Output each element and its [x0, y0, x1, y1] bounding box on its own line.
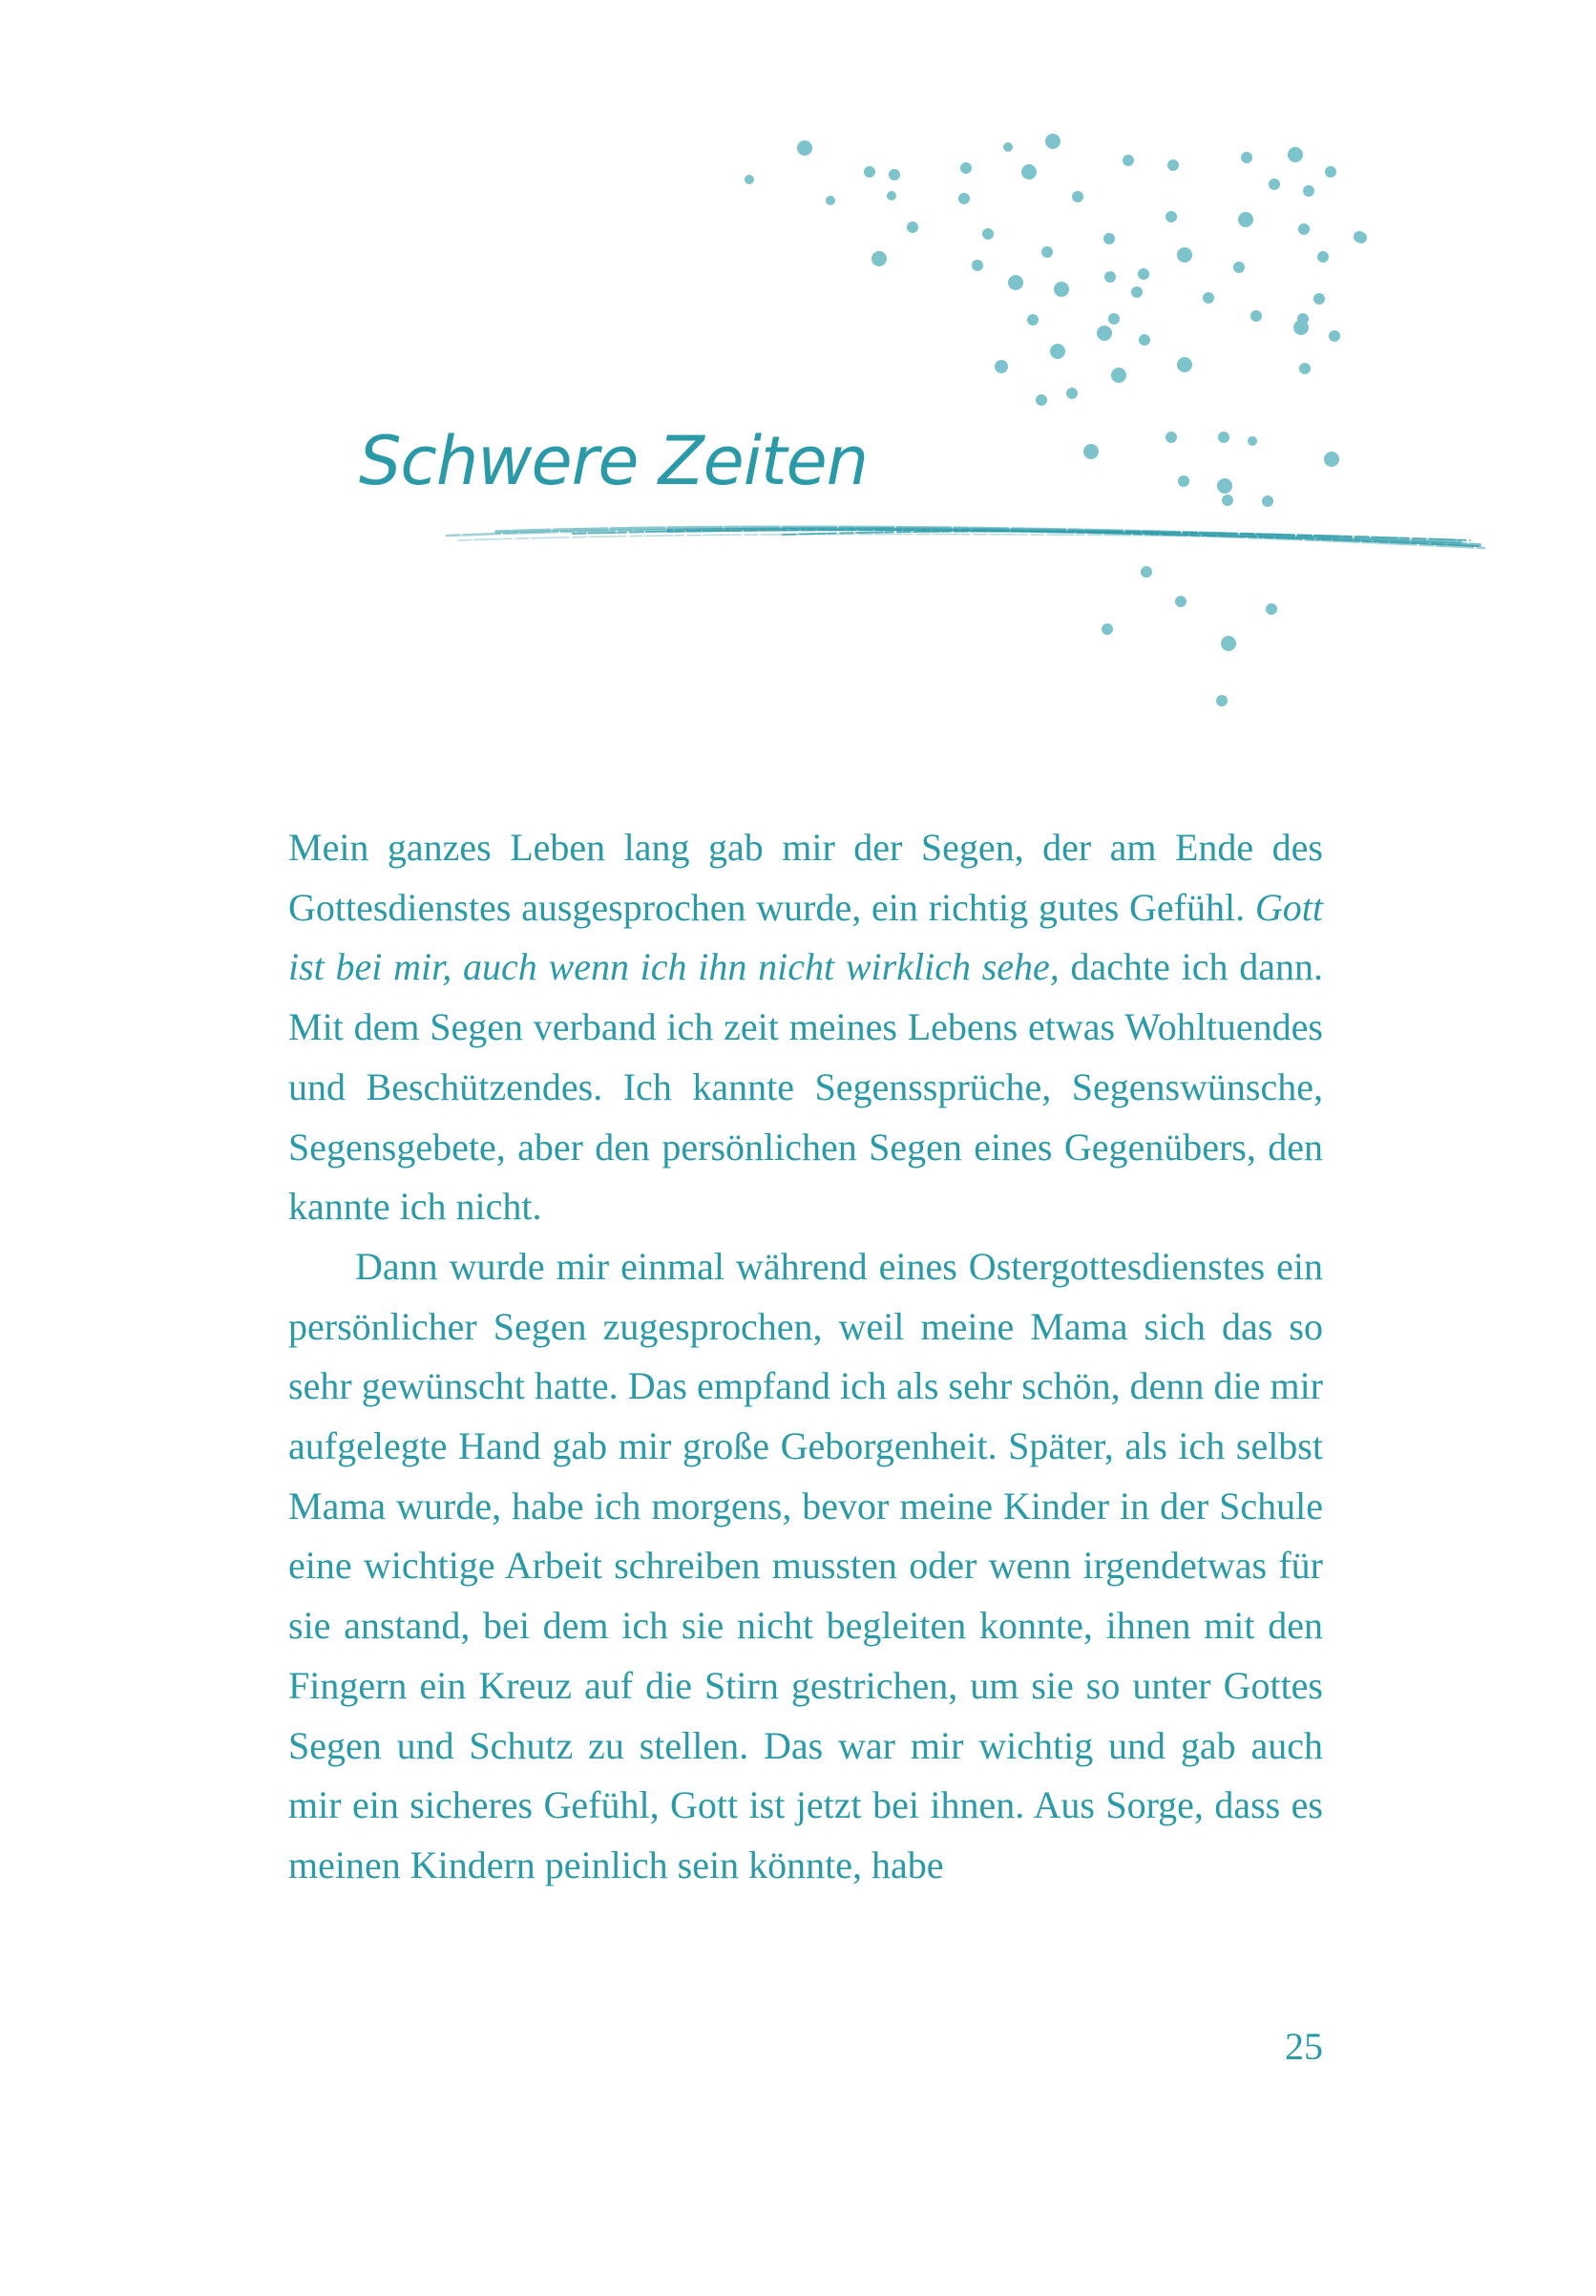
decorative-dot	[889, 169, 900, 180]
decorative-dot	[1297, 313, 1309, 325]
paragraph-1-end: dachte ich dann. Mit dem Segen verband ich zeit meines Lebens etwas Wohltuendes und Beschützendes. Ich kannte Segenssprüche, Segenswünsche, Segensgebete, aber den persönlichen Segen eines Gegenübers, den kannte ich nicht.	[288, 945, 1324, 1229]
decorative-dot	[1166, 211, 1177, 222]
decorative-dot	[972, 260, 983, 271]
decorative-dot	[1329, 330, 1340, 342]
decorative-dot	[1041, 246, 1053, 258]
dot-decoration	[0, 0, 1596, 764]
decorative-dot	[1066, 388, 1078, 399]
decorative-dot	[1216, 695, 1228, 706]
decorative-dot	[1072, 191, 1083, 202]
decorative-dot	[1177, 247, 1192, 263]
paragraph-1-italic-quote: Gott ist bei mir, auch wenn ich ihn nicht wirklich sehe,	[288, 885, 1323, 989]
decorative-dot	[1036, 394, 1047, 406]
decorative-dot	[1241, 152, 1252, 163]
decorative-dot	[887, 191, 896, 200]
dot-cluster	[745, 134, 1367, 706]
decorative-dot	[1221, 636, 1236, 651]
decorative-dot	[1266, 603, 1277, 615]
decorative-dot	[1003, 142, 1013, 152]
paragraph-1-start: Mein ganzes Leben lang gab mir der Segen, der am Ende des Gottesdienstes ausgesprochen wurde, ein richtig gutes Gefühl.	[288, 826, 1323, 929]
decorative-dot	[1250, 310, 1262, 322]
decorative-dot	[1027, 314, 1039, 326]
decorative-dot	[1045, 134, 1060, 149]
decorative-dot	[1177, 357, 1192, 372]
decorative-dot	[1218, 432, 1229, 443]
decorative-dot	[1111, 368, 1126, 383]
body-text	[288, 818, 1323, 1896]
decorative-dot	[1139, 334, 1150, 346]
decorative-dot	[1175, 596, 1186, 607]
decorative-dot	[1178, 475, 1189, 487]
decorative-dot	[1103, 233, 1115, 244]
decorative-dot	[1141, 566, 1152, 578]
decorative-dot	[1288, 147, 1303, 162]
decorative-dot	[1008, 275, 1023, 290]
decorative-dot	[1217, 478, 1232, 494]
decorative-dot	[1262, 495, 1273, 507]
decorative-dot	[1021, 164, 1037, 179]
decorative-dot	[1299, 363, 1311, 374]
decorative-dot	[826, 196, 835, 205]
decorative-dot	[1097, 326, 1112, 341]
decorative-dot	[1269, 179, 1280, 190]
decorative-dot	[1313, 293, 1325, 305]
decorative-dot	[982, 228, 994, 240]
decorative-dot	[1166, 432, 1177, 443]
decorative-dot	[907, 221, 918, 233]
decorative-dot	[1104, 271, 1116, 283]
decorative-dot	[1167, 159, 1179, 171]
decorative-dot	[872, 251, 887, 266]
paragraph-2: Dann wurde mir einmal während eines Ostergottesdienstes ein persönlicher Segen zugesprochen, weil meine Mama sich das so sehr gewünscht hatte. Das empfand ich als sehr schön, denn die mir aufgelegte Hand gab mir große Geborgenheit. Später, als ich selbst Mama wurde, habe ich morgens, bevor meine Kinder in der Schule eine wichtige Arbeit schreiben mussten oder wenn irgendetwas für sie anstand, bei dem ich sie nicht begleiten konnte, ihnen mit den Fingern ein Kreuz auf die Stirn gestrichen, um sie so unter Gottes Segen und Schutz zu stellen. Das war mir wichtig und gab auch mir ein sicheres Gefühl, Gott ist jetzt bei ihnen. Aus Sorge, dass es meinen Kindern peinlich sein könnte, habe	[288, 1244, 1323, 1886]
decorative-dot	[1131, 286, 1143, 298]
decorative-dot	[1233, 262, 1245, 273]
decorative-dot	[1123, 155, 1134, 166]
decorative-dot	[1354, 231, 1365, 242]
decorative-dot	[958, 193, 970, 204]
decorative-dot	[995, 360, 1008, 373]
decorative-dot	[1203, 292, 1214, 304]
decorative-dot	[960, 162, 972, 174]
decorative-dot	[797, 140, 812, 156]
decorative-dot	[1298, 223, 1310, 235]
decorative-dot	[1138, 268, 1149, 280]
decorative-dot	[1222, 495, 1233, 506]
decorative-dot	[1325, 166, 1336, 178]
decorative-dot	[1083, 444, 1099, 459]
decorative-dot	[864, 166, 875, 178]
chapter-title: Schwere Zeiten	[359, 422, 869, 500]
decorative-dot	[1108, 313, 1120, 325]
decorative-dot	[1054, 282, 1069, 297]
paragraph-1	[288, 818, 1323, 1237]
decorative-dot	[1102, 623, 1113, 635]
decorative-dot	[1050, 344, 1065, 359]
page-number: 25	[1285, 2025, 1323, 2068]
decorative-dot	[1317, 251, 1329, 263]
decorative-dot	[1248, 436, 1257, 446]
decorative-dot	[1324, 452, 1339, 467]
decorative-dot	[745, 175, 754, 184]
decorative-dot	[1238, 212, 1253, 227]
brush-stroke-underline	[447, 527, 1484, 548]
decorative-dot	[1303, 185, 1314, 197]
